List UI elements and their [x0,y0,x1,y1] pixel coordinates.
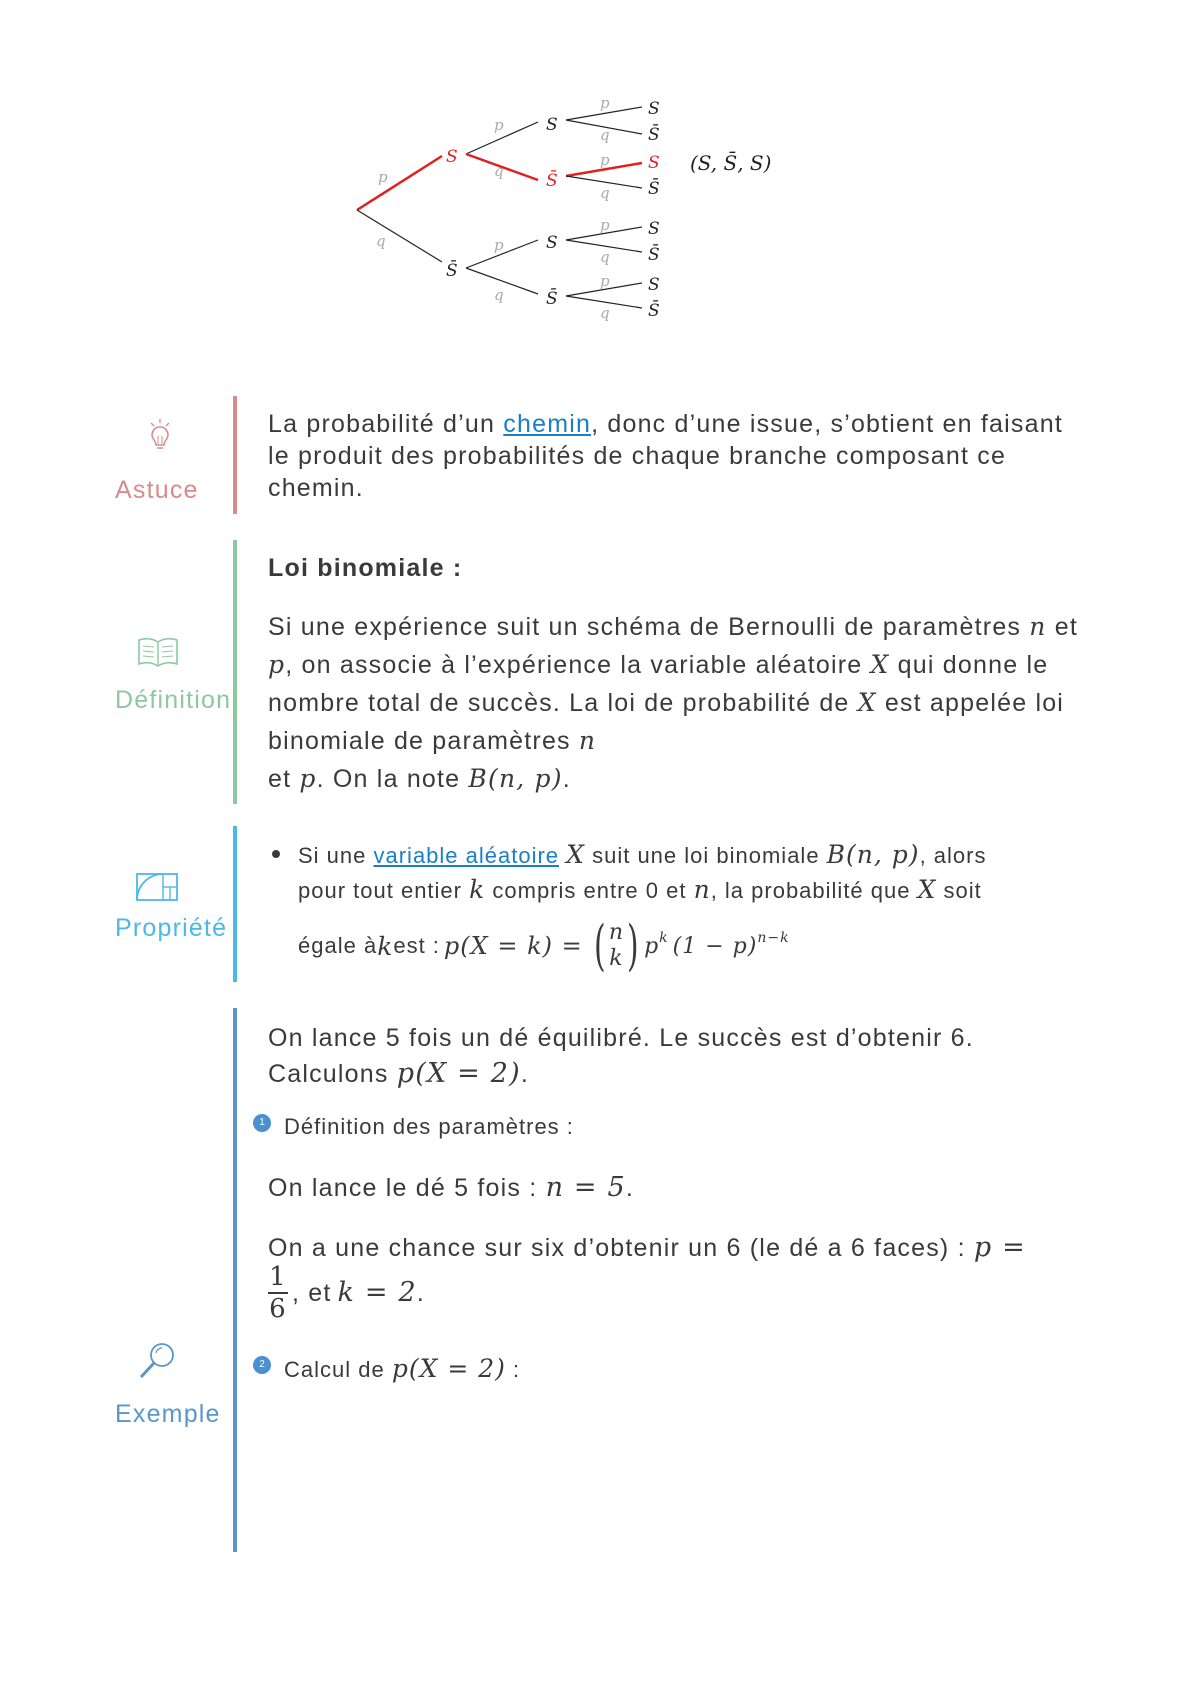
step-2-badge: 2 [253,1356,271,1374]
propriete-label: Propriété [115,914,228,942]
exemple-p: On a une chance sur six d’obtenir un 6 (le dé a 6 faces) : p = [268,1232,1026,1263]
book-icon [136,636,180,668]
step-2-title: Calcul de p(X = 2) : [284,1354,521,1383]
branch-label-p: p [378,168,388,186]
node-label: S [446,147,458,167]
branch-label-p: p [600,151,610,169]
path-label: (S, S̄, S) [690,151,772,175]
astuce-icon [148,418,172,452]
branch-label-q: q [494,162,504,180]
astuce-text: La probabilité d’un chemin, donc d’une issue, s’obtient en faisant le produit des probabilités de chaque branche composant ce chemin. [268,410,1063,502]
branch-label-p: p [494,236,504,254]
node-label: S [648,99,660,119]
node-label: S [648,219,660,239]
bullet-dot [272,850,280,858]
property-icon [136,872,178,902]
branch-label-q: q [376,232,386,250]
branch-label-p: p [600,272,610,290]
propriete-formula-line: égale à k est : p(X = k) = ( n k ) p $^k$ (1 − p) $^{n-k}$ [298,914,790,977]
exemple-n: On lance le dé 5 fois : n = 5. [268,1172,635,1203]
chemin-link[interactable]: chemin [503,410,592,438]
branch-label-q: q [600,304,610,322]
propriete-text: Si une variable aléatoire X suit une loi binomiale B(n, p), alors pour tout entier k compris entre 0 et n, la probabilité que X soit [298,840,987,904]
definition-label: Définition [115,686,232,714]
exemple-frac-line: 1 6 , et k = 2 . [269,1262,426,1324]
node-label: S̄ [648,179,660,199]
node-label: S̄ [648,245,660,265]
node-label: S [648,275,660,295]
step-1-badge: 1 [253,1114,271,1132]
definition-text: Si une expérience suit un schéma de Bernoulli de paramètres n et p, on associe à l’expérience la variable aléatoire X qui donne le nombre total de succès. La loi de probabilité de X est appelée loi binomiale de paramètres n et p. On la note B(n, p). [268,612,1079,793]
branch-label-p: p [494,116,504,134]
exemple-bar [233,1008,237,1552]
astuce-bar [233,396,237,514]
variable-aleatoire-link[interactable]: variable aléatoire [373,843,560,868]
node-label: S̄ [648,301,660,321]
branch-label-q: q [600,248,610,266]
node-label: S̄ [446,261,458,281]
node-label: S [648,153,660,173]
step-1-title: Définition des paramètres : [284,1114,574,1139]
definition-title: Loi binomiale : [268,554,463,582]
magnifier-icon [136,1340,178,1382]
branch-label-q: q [600,184,610,202]
exemple-label: Exemple [115,1400,221,1428]
propriete-bar [233,826,237,982]
branch-label-p: p [600,94,610,112]
node-label: S [546,115,558,135]
branch-label-p: p [600,216,610,234]
astuce-label: Astuce [115,476,199,504]
definition-bar [233,540,237,804]
probability-tree [340,90,860,350]
branch-label-q: q [600,126,610,144]
node-label: S̄ [648,125,660,145]
node-label: S̄ [546,289,558,309]
node-label: S [546,233,558,253]
branch-label-q: q [494,286,504,304]
node-label: S̄ [546,171,558,191]
exemple-intro: On lance 5 fois un dé équilibré. Le succès est d’obtenir 6. Calculons p(X = 2). [268,1024,974,1089]
